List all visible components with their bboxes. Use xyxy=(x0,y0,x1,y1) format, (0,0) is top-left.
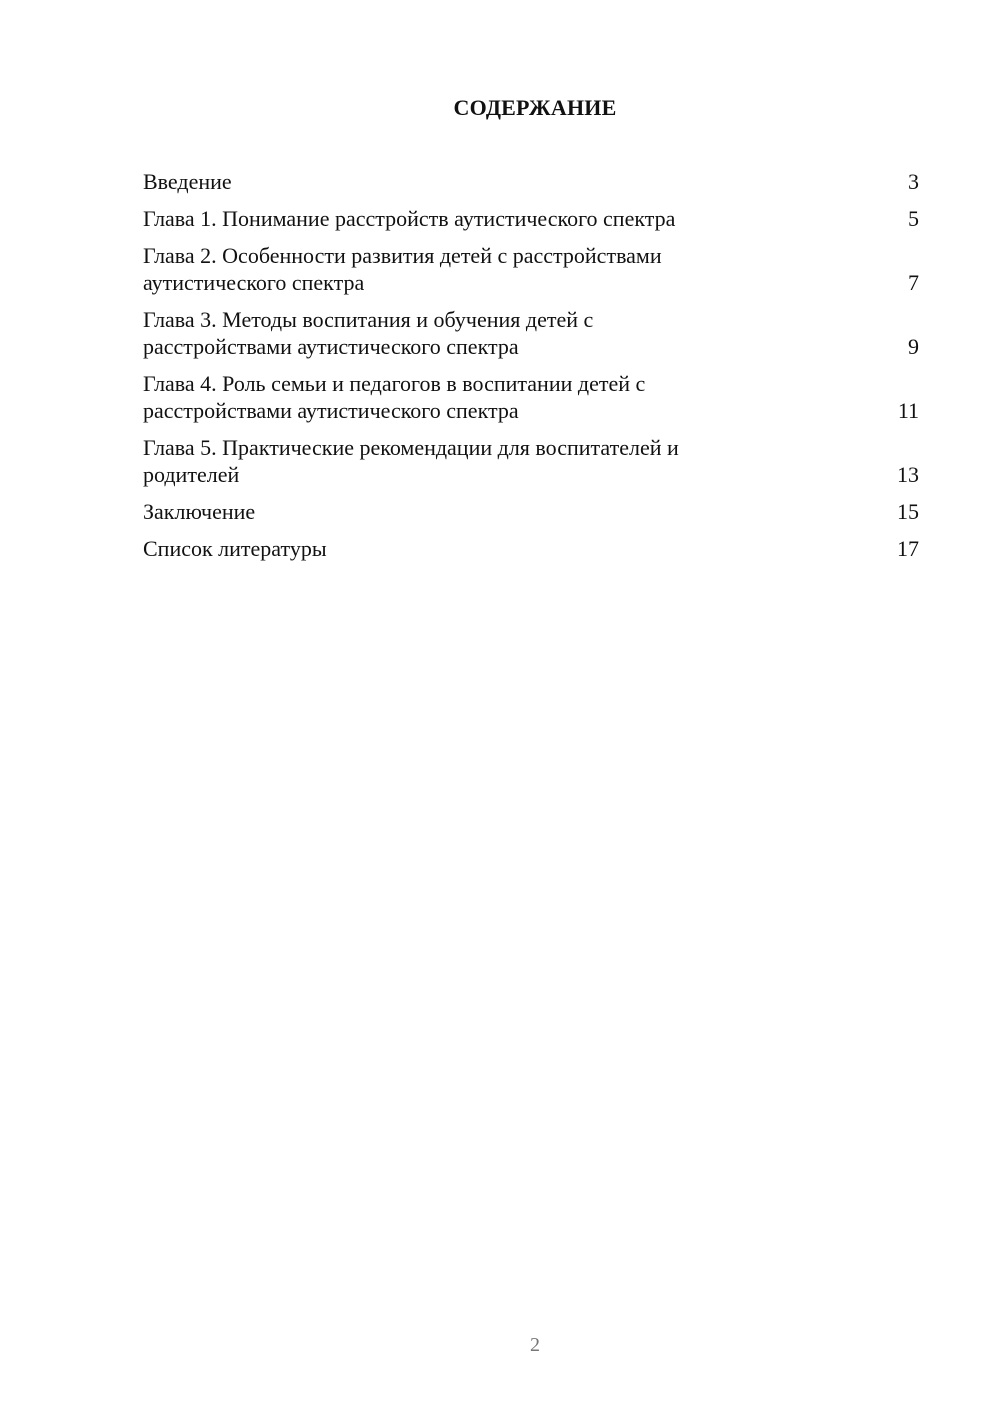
toc-entry-text: Глава 3. Методы воспитания и обучения детей с расстройствами аутистического спектра xyxy=(143,307,594,359)
toc-entry-text: Глава 5. Практические рекомендации для воспитателей и родителей xyxy=(143,435,679,487)
toc-entry-page: 9 xyxy=(908,334,919,359)
toc-entry-text: Глава 4. Роль семьи и педагогов в воспитании детей с расстройствами аутистического спектра xyxy=(143,371,646,423)
toc-entry-text: Глава 1. Понимание расстройств аутистического спектра xyxy=(143,206,676,231)
toc-entry-page: 15 xyxy=(897,499,919,524)
toc-entry-chapter-1 xyxy=(143,205,919,232)
toc-entry-page: 5 xyxy=(908,206,919,231)
page-title: СОДЕРЖАНИЕ xyxy=(453,95,617,120)
toc-entry-page: 11 xyxy=(897,398,919,423)
toc-entry-bibliography xyxy=(143,535,919,562)
toc-entry-text: Список литературы xyxy=(143,536,327,561)
toc-entry-text: Глава 2. Особенности развития детей с расстройствами аутистического спектра xyxy=(143,243,662,295)
toc-entry-page: 3 xyxy=(908,169,919,194)
toc-entry-chapter-3 xyxy=(143,306,919,360)
toc-entry-page: 17 xyxy=(897,536,919,561)
table-of-contents xyxy=(143,168,919,572)
toc-entry-text: Введение xyxy=(143,169,232,194)
toc-entry-text: Заключение xyxy=(143,499,256,524)
page-number: 2 xyxy=(530,1334,540,1356)
toc-entry-chapter-4 xyxy=(143,370,919,424)
toc-entry-page: 7 xyxy=(908,270,919,295)
toc-entry-page: 13 xyxy=(897,462,919,487)
toc-entry-chapter-2 xyxy=(143,242,919,296)
toc-entry-conclusion xyxy=(143,498,919,525)
toc-entry-introduction xyxy=(143,168,919,195)
toc-entry-chapter-5 xyxy=(143,434,919,488)
